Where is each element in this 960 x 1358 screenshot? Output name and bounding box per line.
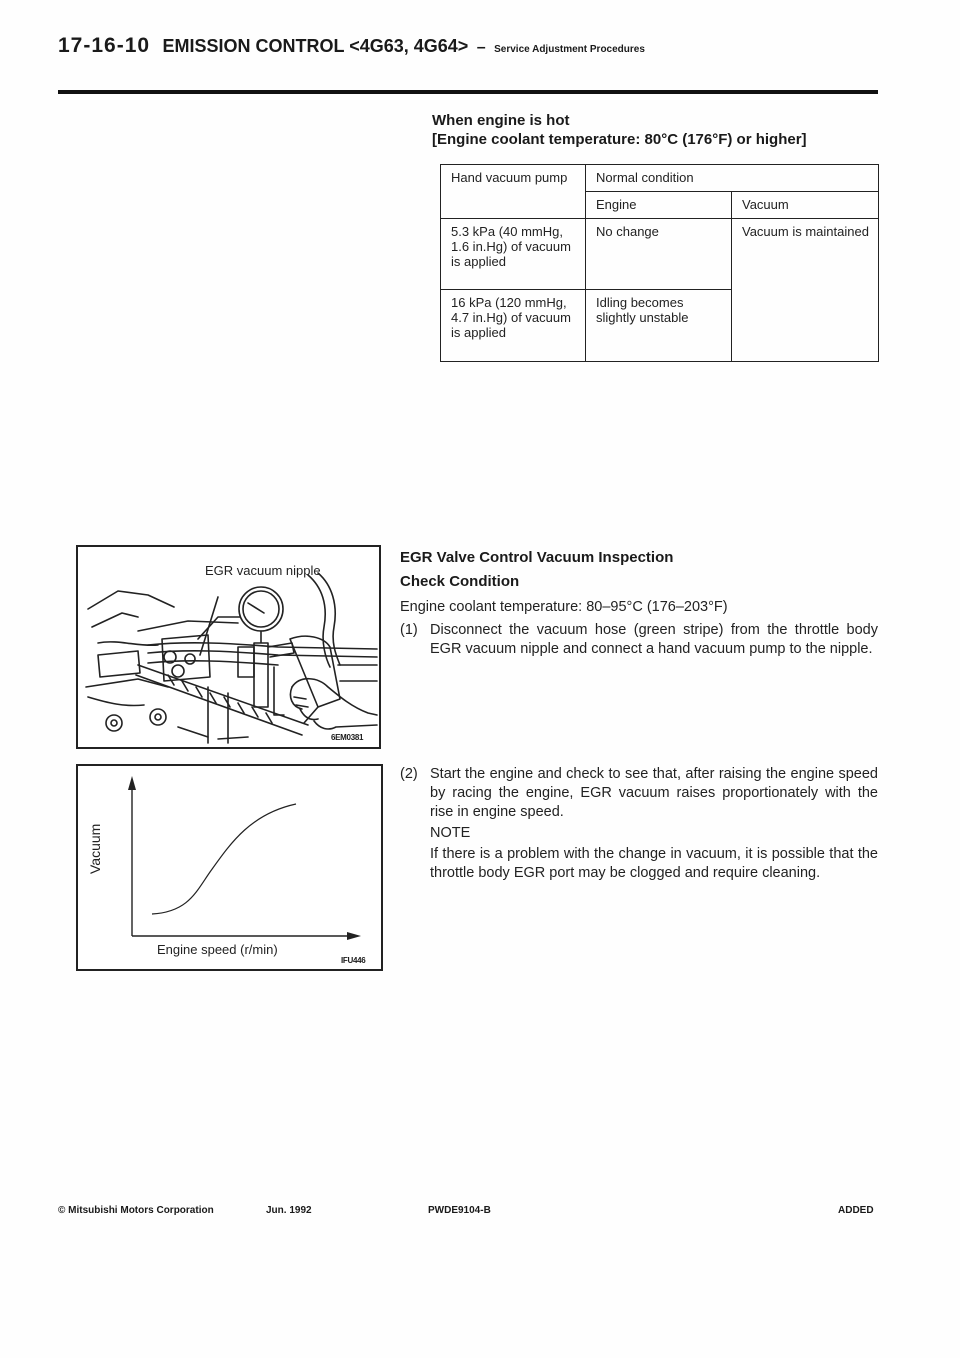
step-1: [400, 621, 878, 659]
footer-status: ADDED: [838, 1205, 874, 1216]
note-label: NOTE: [430, 825, 471, 841]
header-separator: –: [476, 39, 486, 56]
th-engine: Engine: [586, 192, 732, 219]
egr-nipple-label: EGR vacuum nipple: [205, 563, 321, 578]
cell-engine-row1: No change: [586, 219, 732, 290]
th-pump: Hand vacuum pump: [441, 165, 586, 219]
hot-condition-line1: When engine is hot: [432, 112, 570, 129]
page-header: [58, 34, 645, 58]
photo-figure-code: 6EM0381: [331, 733, 364, 742]
th-normal-condition: Normal condition: [586, 165, 879, 192]
hot-condition-heading: [432, 111, 807, 149]
graph-x-label: Engine speed (r/min): [157, 942, 278, 957]
section-number: 17-16-10: [58, 34, 151, 57]
section-title: EGR Valve Control Vacuum Inspection: [400, 549, 674, 566]
header-subtitle: Service Adjustment Procedures: [494, 44, 645, 55]
footer-copyright: © Mitsubishi Motors Corporation: [58, 1205, 214, 1216]
cell-engine-row2: Idling becomes slightly unstable: [586, 290, 732, 362]
response-curve: [152, 804, 296, 914]
step-2-number: (2): [400, 766, 418, 782]
vacuum-test-table: [440, 164, 879, 362]
graph-figure-code: IFU446: [341, 956, 366, 965]
header-title: EMISSION CONTROL <4G63, 4G64>: [162, 36, 469, 56]
egr-nipple-figure: [76, 545, 381, 749]
step-2-text: Start the engine and check to see that, after raising the engine speed by racing the engine, EGR vacuum raises proportionately with the rise in engine speed.: [430, 766, 878, 820]
cell-pump-row2: 16 kPa (120 mmHg, 4.7 in.Hg) of vacuum is applied: [441, 290, 586, 362]
step-1-text: Disconnect the vacuum hose (green stripe) from the throttle body EGR vacuum nipple and connect a hand vacuum pump to the nipple.: [430, 622, 878, 657]
cell-vacuum-merged: Vacuum is maintained: [732, 219, 879, 362]
note-text: If there is a problem with the change in vacuum, it is possible that the throttle body EGR port may be clogged and require cleaning.: [430, 846, 878, 881]
vacuum-graph: [78, 766, 381, 969]
th-vacuum: Vacuum: [732, 192, 879, 219]
step-1-number: (1): [400, 622, 418, 638]
x-arrow-head: [347, 932, 361, 940]
vacuum-graph-figure: [76, 764, 383, 971]
header-rule: [58, 90, 878, 94]
cell-pump-row1: 5.3 kPa (40 mmHg, 1.6 in.Hg) of vacuum is applied: [441, 219, 586, 290]
y-arrow-head: [128, 776, 136, 790]
check-condition-heading: Check Condition: [400, 573, 520, 590]
footer-doc-code: PWDE9104-B: [428, 1205, 491, 1216]
temperature-condition: Engine coolant temperature: 80–95°C (176–203°F): [400, 599, 728, 615]
hot-condition-line2: [Engine coolant temperature: 80°C (176°F) or higher]: [432, 131, 807, 148]
graph-y-label: Vacuum: [87, 823, 103, 874]
step-2: [400, 765, 878, 822]
footer-date: Jun. 1992: [266, 1205, 312, 1216]
